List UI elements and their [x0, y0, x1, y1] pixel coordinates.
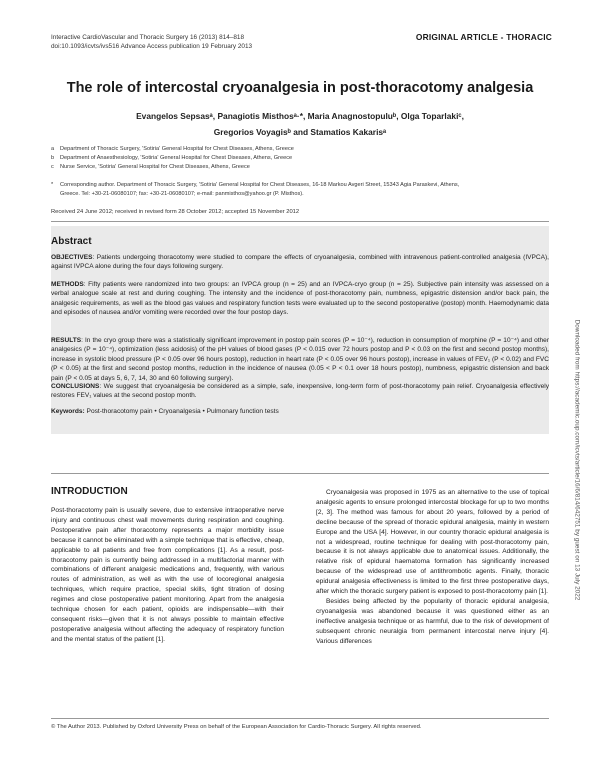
corresponding-author: [51, 181, 551, 198]
affiliation-text: Department of Thoracic Surgery, 'Sotiria' General Hospital for Chest Diseases, Athens, Greece: [60, 146, 294, 152]
objectives-label: OBJECTIVES: [51, 254, 93, 261]
conclusions-text: : We suggest that cryoanalgesia be considered as a simple, safe, inexpensive, long-term form of post-thoracotomy pain relief. Cryoanalgesia effectively restores FEV₁ values at the second postop month.: [51, 383, 549, 400]
results-text: : In the cryo group there was a statistically significant improvement in postop pain scores (P = 10⁻⁴), reduction in consumption of morphine (P = 10⁻⁴) and other analgesics (P = 10⁻⁴), optimization (less acidosis) of the pH values of blood gases (P < 0.015 over 72 hours postop and P < 0.03 on the first and second postop months), increase in systolic blood pressure (P < 0.05 over 96 hours postop), reduction in heart rate (P < 0.05 over 96 hours postop), increase in values of FEV₁ (P < 0.02) and FVC (P < 0.05) at the first and second postop months, reduction in the incidence of nausea (0.05 < P < 0.1 over 18 hours postop), numbness, epigastric distension and back pain (P < 0.05 at days 5, 6, 7, 14, 30 and 60 following surgery).: [51, 337, 549, 382]
abstract-objectives: [51, 253, 549, 272]
affiliation-c: [51, 163, 551, 172]
affiliation-text: Nurse Service, 'Sotiria' General Hospital for Chest Diseases, Athens, Greece: [60, 164, 250, 170]
corresponding-line-2: Greece. Tel: +30-21-06080107; fax: +30-21-06080107; e-mail: panmisthos@yahoo.gr (P. Misthos).: [60, 190, 304, 197]
methods-label: METHODS: [51, 281, 84, 288]
abstract-heading: Abstract: [51, 236, 92, 247]
affiliation-marker: b: [51, 155, 55, 161]
article-title: The role of intercostal cryoanalgesia in post-thoracotomy analgesia: [66, 80, 534, 96]
body-column-left: [51, 506, 284, 645]
introduction-heading: INTRODUCTION: [51, 486, 128, 497]
intro-paragraph: Post-thoracotomy pain is usually severe, due to extensive intraoperative nerve injury and continuous chest wall movements during respiration and coughing. Postoperative pain after thoracotomy represents a major morbidity issue because it cannot be eliminated with a simple technique that is effective, cheap, applicable to all patients and free from complications [1]. As a result, post-thoracotomy pain is currently being addressed in a multifactorial manner with combinations of different analgesic medications and, frequently, with various routes of administration, as well as with the use of locoregional analgesia techniques, which require practice, special skills, tight titration of dosing regimes and close postoperative patient monitoring. Apart from the analgesia technique chosen for each patient, opioids are indispensable—with their consequent risks—given that it is not always possible to maintain effective postoperative analgesia without affecting the adequacy of respiratory function and the mental status of the patient [1].: [51, 507, 284, 643]
journal-citation: Interactive CardioVascular and Thoracic Surgery 16 (2013) 814–818: [51, 34, 245, 41]
keywords-text: Post-thoracotomy pain • Cryoanalgesia • Pulmonary function tests: [84, 408, 279, 415]
download-notice: Downloaded from https://academic.oup.com/icvts/article/16/6/814/642751 by guest on 13 July 2022: [573, 319, 581, 601]
body-column-right: [316, 488, 549, 647]
results-label: RESULTS: [51, 337, 82, 344]
affiliation-marker: c: [51, 164, 54, 170]
divider: [51, 718, 549, 719]
section-tag: ORIGINAL ARTICLE - THORACIC: [415, 32, 552, 42]
received-dates: Received 24 June 2012; received in revised form 28 October 2012; accepted 15 November 2012: [51, 209, 300, 215]
affiliation-marker: a: [51, 146, 55, 152]
keywords-label: Keywords:: [51, 408, 85, 415]
affiliation-a: [51, 145, 551, 154]
affiliation-text: Department of Anaesthesiology, 'Sotiria' General Hospital for Chest Diseases, Athens, Greece: [60, 155, 293, 161]
author-line-1: Evangelos Sepsasᵃ, Panagiotis Misthosᵃ·*, Maria Anagnostopuluᵇ, Olga Toparlakiᶜ,: [136, 111, 464, 121]
journal-header: [51, 33, 252, 51]
corresponding-marker: *: [51, 182, 54, 188]
divider: [51, 473, 549, 474]
affiliation-b: [51, 154, 551, 163]
author-line-2: Gregorios Voyagisᵇ and Stamatios Kakarisᵃ: [213, 127, 387, 137]
copyright-footer: © The Author 2013. Published by Oxford University Press on behalf of the European Association for Cardio-Thoracic Surgery. All rights reserved.: [51, 724, 422, 730]
divider: [51, 221, 549, 222]
keywords: [51, 408, 279, 415]
objectives-text: : Patients undergoing thoracotomy were studied to compare the effects of cryoanalgesia, combined with intravenous patient-controlled analgesia (IVPCA), against IVPCA alone during the four days following surgery.: [51, 254, 549, 271]
download-watermark: [572, 240, 582, 680]
conclusions-label: CONCLUSIONS: [51, 383, 100, 390]
intro-paragraph: Cryoanalgesia was proposed in 1975 as an alternative to the use of topical analgesic agents to ensure prolonged intercostal blockage for up to two months [2, 3]. The method was famous for about 20 years, followed by a period of decline because of the spread of thoracic epidural analgesia, mainly in western Europe and the USA [4]. However, in our country thoracic epidural analgesia is not a widespread, routine technique for dealing with post-thoracotomy pain, because it is not always applicable due to anatomical issues. Additionally, the relative risk of epidural haematoma formation has significantly increased because of the widespread use of antithrombotic agents. Finally, thoracic epidural analgesia effectiveness is limited to the first three postoperative days, after which the thoracic surgery patient is exposed to post-thoracotomy pain [1].: [316, 489, 549, 596]
abstract-results: [51, 336, 549, 383]
abstract-conclusions: [51, 382, 549, 401]
abstract-methods: [51, 280, 549, 318]
intro-paragraph: Besides being affected by the popularity of thoracic epidural analgesia, cryoanalgesia was abandoned because it was questioned either as an ineffective analgesia technique or as harmful, due to the risk of development of subsequent chronic neuralgia from permanent intercostal nerve injury [4]. Various differences: [316, 597, 549, 645]
author-list: [60, 108, 540, 140]
methods-text: : Fifty patients were randomized into two groups: an IVPCA group (n = 25) and an IVPCA-cryo group (n = 25). Subjective pain intensity was assessed on a verbal analogue scale at rest and during coughing. The intensity and the incidence of post-thoracotomy pain, numbness, epigastric distension and/or back pain, the analgesic requirements, as well as the blood gas values and respiratory function tests were evaluated up to the second postoperative (postop) month. Haemodynamic data and episodes of nausea and/or vomiting were recorded over the four postop days.: [51, 281, 549, 317]
doi-line: doi:10.1093/icvts/ivs516 Advance Access publication 19 February 2013: [51, 43, 253, 50]
corresponding-line-1: Corresponding author. Department of Thoracic Surgery, 'Sotiria' General Hospital for Chest Diseases, 16-18 Markou Avgeri Street, 15343 Agia Paraskevi, Athens,: [60, 182, 460, 188]
